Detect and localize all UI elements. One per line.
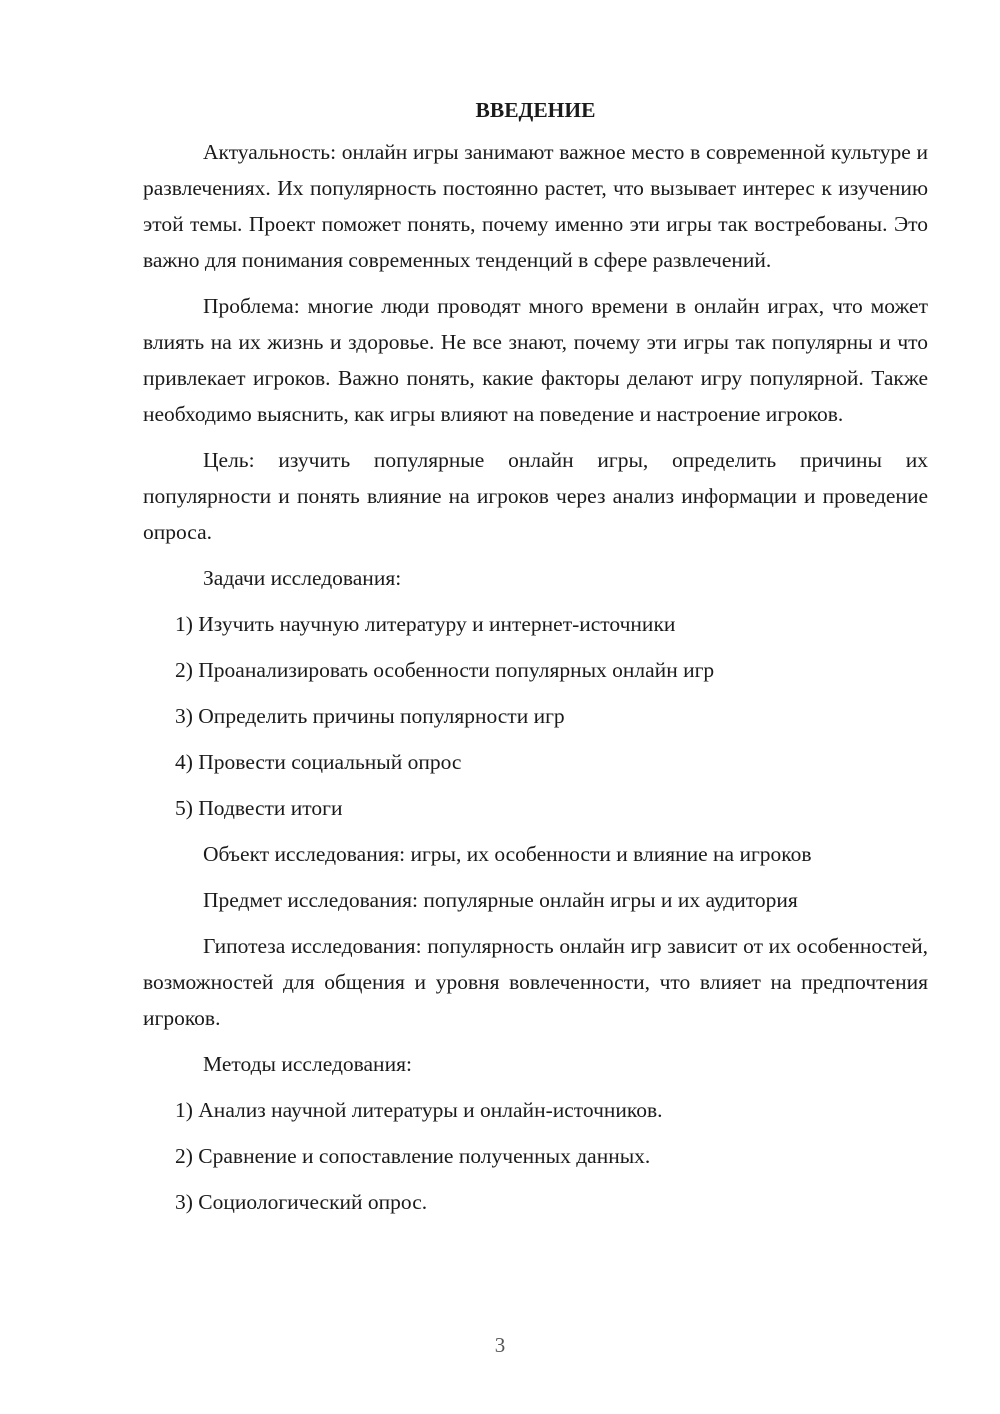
list-item: 1) Анализ научной литературы и онлайн-источников. [175, 1098, 663, 1122]
page-content [143, 92, 928, 1230]
hypothesis-paragraph: Гипотеза исследования: популярность онлайн игр зависит от их особенностей, возможностей для общения и уровня вовлеченности, что влияет на предпочтения игроков. [143, 934, 928, 1030]
goal-paragraph: Цель: изучить популярные онлайн игры, определить причины их популярности и понять влияние на игроков через анализ информации и проведение опроса. [143, 448, 928, 544]
tasks-label: Задачи исследования: [203, 566, 402, 590]
list-item: 1) Изучить научную литературу и интернет-источники [175, 612, 676, 636]
tasks-list [143, 606, 928, 826]
subject-paragraph: Предмет исследования: популярные онлайн игры и их аудитория [203, 888, 798, 912]
list-item: 5) Подвести итоги [175, 796, 343, 820]
list-item: 2) Проанализировать особенности популярных онлайн игр [175, 658, 715, 682]
list-item: 3) Определить причины популярности игр [175, 704, 565, 728]
list-item: 3) Социологический опрос. [175, 1190, 428, 1214]
relevance-paragraph: Актуальность: онлайн игры занимают важное место в современной культуре и развлечениях. Их популярность постоянно растет, что вызывает интерес к изучению этой темы. Проект поможет понять, почему именно эти игры так востребованы. Это важно для понимания современных тенденций в сфере развлечений. [143, 140, 928, 272]
page-number: 3 [494, 1333, 506, 1357]
list-item: 2) Сравнение и сопоставление полученных данных. [175, 1144, 651, 1168]
object-paragraph: Объект исследования: игры, их особенности и влияние на игроков [203, 842, 812, 866]
section-title: ВВЕДЕНИЕ [475, 98, 596, 122]
list-item: 4) Провести социальный опрос [175, 750, 462, 774]
methods-label: Методы исследования: [203, 1052, 412, 1076]
methods-list [143, 1092, 928, 1220]
problem-paragraph: Проблема: многие люди проводят много времени в онлайн играх, что может влиять на их жизнь и здоровье. Не все знают, почему эти игры так популярны и что привлекает игроков. Важно понять, какие факторы делают игру популярной. Также необходимо выяснить, как игры влияют на поведение и настроение игроков. [143, 294, 928, 426]
